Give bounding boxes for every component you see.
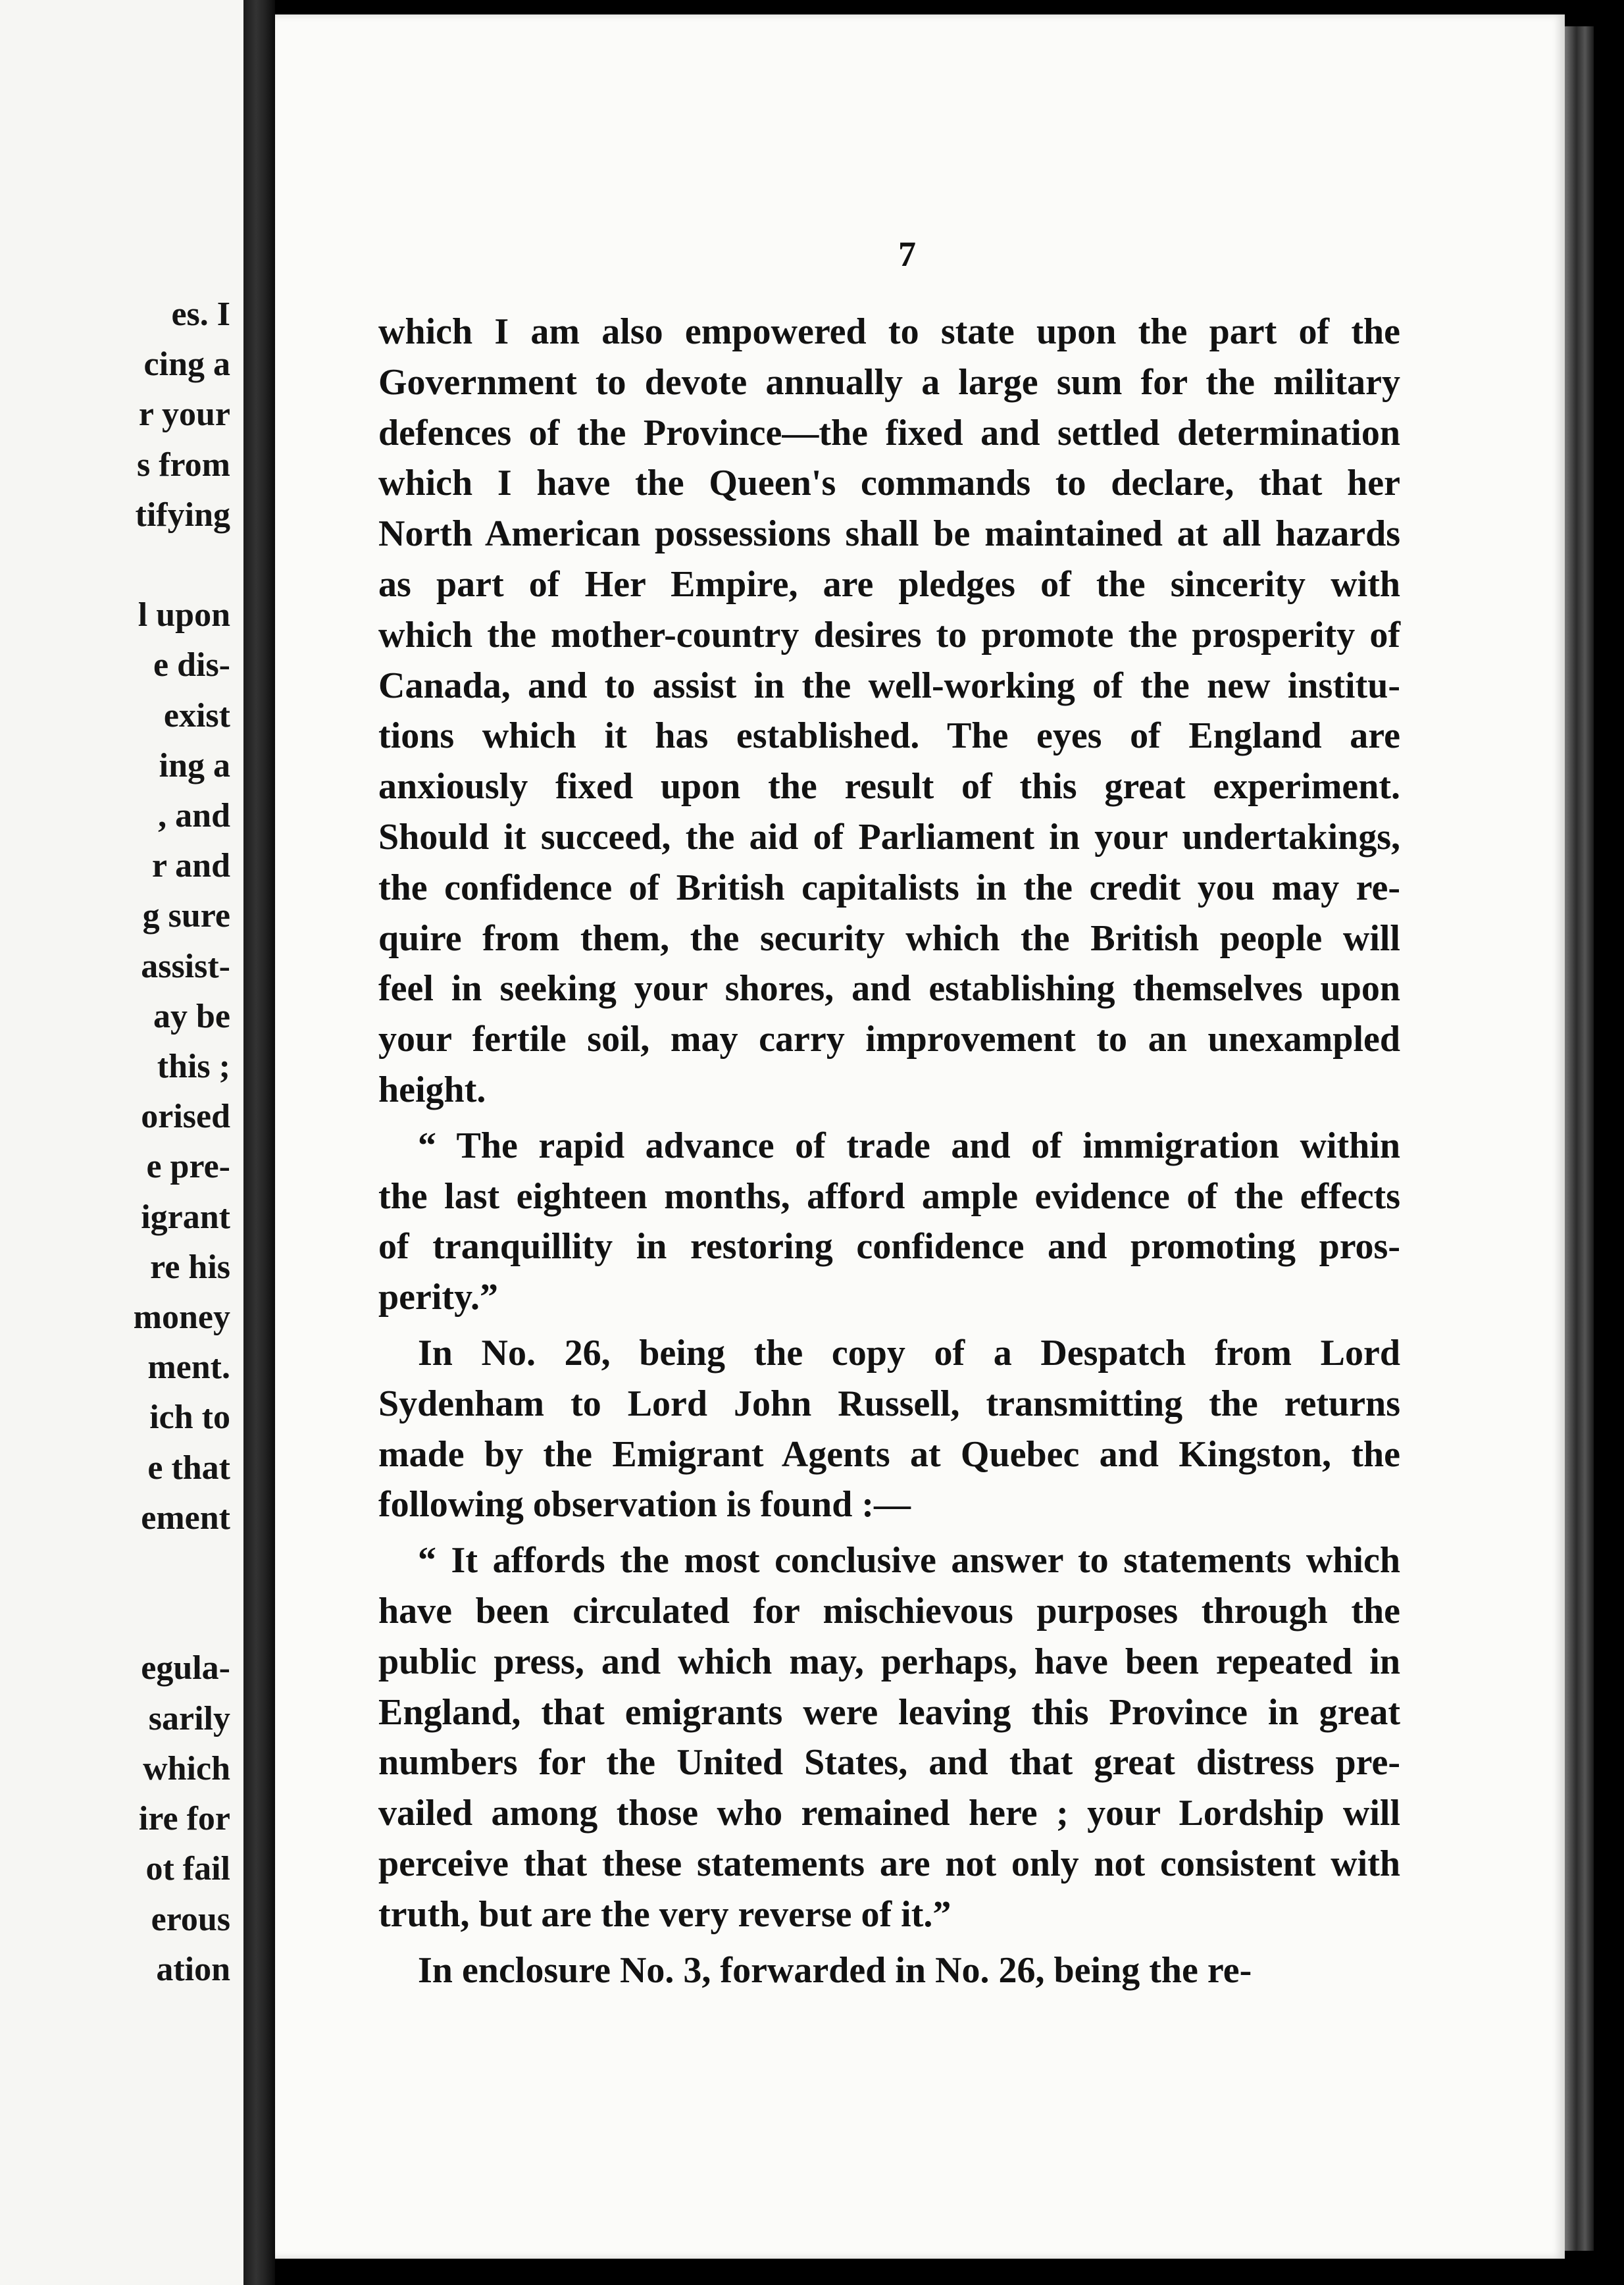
facing-page-line: ire for: [138, 1800, 230, 1838]
text-line: of tranquillity in restoring confidence and promoting pros-: [378, 1226, 1400, 1268]
text-line: which the mother-country desires to promote the prosperity of: [378, 614, 1400, 655]
book-gutter: [243, 0, 275, 2285]
text-line: vailed among those who remained here ; your Lordship will: [378, 1793, 1400, 1834]
body-text: [378, 307, 1400, 1995]
text-line: feel in seeking your shores, and establishing themselves upon: [378, 968, 1400, 1010]
facing-page-text: [134, 290, 230, 1995]
text-line: In enclosure No. 3, forwarded in No. 26, being the re-: [418, 1949, 1252, 1991]
paragraph: [378, 1328, 1400, 1530]
text-line: following observation is found :—: [378, 1484, 911, 1526]
text-line: as part of Her Empire, are pledges of the sincerity with: [378, 563, 1400, 605]
text-line: height.: [378, 1069, 486, 1110]
facing-page-line: g sure: [142, 897, 230, 935]
facing-page-line: ement: [141, 1499, 230, 1537]
text-line: “ The rapid advance of trade and of immigration within: [418, 1125, 1400, 1166]
facing-page-line: money: [133, 1298, 230, 1337]
facing-page-line: ot fail: [145, 1850, 230, 1888]
facing-page-line: this ;: [157, 1048, 230, 1086]
facing-page-line: l upon: [138, 596, 230, 634]
facing-page-line: ich to: [149, 1399, 230, 1437]
text-line: numbers for the United States, and that great distress pre-: [378, 1742, 1400, 1784]
text-line: public press, and which may, perhaps, have been repeated in: [378, 1641, 1400, 1682]
text-line: In No. 26, being the copy of a Despatch from Lord: [418, 1332, 1400, 1374]
text-line: the confidence of British capitalists in the credit you may re-: [378, 867, 1400, 908]
text-line: North American possessions shall be maintained at all hazards: [378, 513, 1400, 555]
facing-page-line: r and: [152, 847, 230, 885]
paragraph: [378, 1121, 1400, 1323]
paragraph: [378, 1945, 1400, 1996]
facing-page-line: cing a: [143, 346, 230, 384]
facing-page-line: e pre-: [146, 1148, 230, 1186]
text-line: Canada, and to assist in the well-working of the new institu-: [378, 665, 1400, 706]
facing-page-line: es. I: [171, 295, 230, 333]
facing-page-line: [134, 540, 230, 590]
facing-page-line: ation: [156, 1950, 230, 1988]
text-line: defences of the Province—the fixed and settled determination: [378, 412, 1400, 453]
facing-page-line: [134, 1543, 230, 1593]
text-line: quire from them, the security which the British people will: [378, 917, 1400, 959]
facing-page-line: e dis-: [153, 646, 230, 684]
text-line: the last eighteen months, afford ample evidence of the effects: [378, 1175, 1400, 1217]
facing-page-line: which: [143, 1749, 230, 1787]
paragraph: [378, 307, 1400, 1116]
page-edge: [1565, 26, 1594, 2251]
text-line: perceive that these statements are not only not consistent with: [378, 1843, 1400, 1884]
facing-page-line: re his: [150, 1248, 230, 1286]
facing-page-line: orised: [141, 1098, 230, 1136]
facing-page-line: igrant: [141, 1198, 230, 1236]
facing-page-line: [134, 1593, 230, 1643]
facing-page-line: tifying: [135, 496, 230, 534]
text-line: England, that emigrants were leaving this Province in great: [378, 1691, 1400, 1733]
facing-page-line: erous: [151, 1900, 230, 1938]
facing-page-line: ay be: [153, 997, 230, 1035]
text-line: “ It affords the most conclusive answer to statements which: [418, 1540, 1400, 1581]
facing-page-line: e that: [147, 1449, 230, 1487]
facing-page-line: s from: [136, 446, 230, 484]
text-line: tions which it has established. The eyes of England are: [378, 715, 1400, 757]
facing-page-line: egula-: [141, 1649, 230, 1687]
text-line: which I have the Queen's commands to declare, that her: [378, 463, 1400, 504]
text-line: anxiously fixed upon the result of this great experiment.: [378, 766, 1400, 808]
facing-page-line: exist: [163, 696, 230, 734]
facing-page-line: , and: [158, 797, 230, 835]
text-line: Government to devote annually a large sum for the military: [378, 361, 1400, 403]
facing-page-line: ment.: [147, 1348, 230, 1387]
facing-page-line: sarily: [148, 1699, 230, 1737]
paragraph: [378, 1535, 1400, 1939]
text-line: perity.”: [378, 1277, 498, 1318]
facing-page-line: ing a: [159, 746, 230, 784]
text-line: have been circulated for mischievous purposes through the: [378, 1590, 1400, 1631]
text-line: your fertile soil, may carry improvement to an unexampled: [378, 1019, 1400, 1060]
facing-page-line: r your: [138, 396, 230, 434]
facing-page-line: assist-: [141, 947, 230, 985]
text-line: Should it succeed, the aid of Parliament in your undertakings,: [378, 816, 1400, 858]
facing-page-fragment: [0, 0, 243, 2285]
text-line: Sydenham to Lord John Russell, transmitting the returns: [378, 1383, 1400, 1424]
text-line: made by the Emigrant Agents at Quebec and Kingston, the: [378, 1433, 1400, 1475]
text-line: truth, but are the very reverse of it.”: [378, 1893, 952, 1935]
page-number: 7: [898, 234, 916, 274]
text-line: which I am also empowered to state upon the part of the: [378, 311, 1400, 352]
